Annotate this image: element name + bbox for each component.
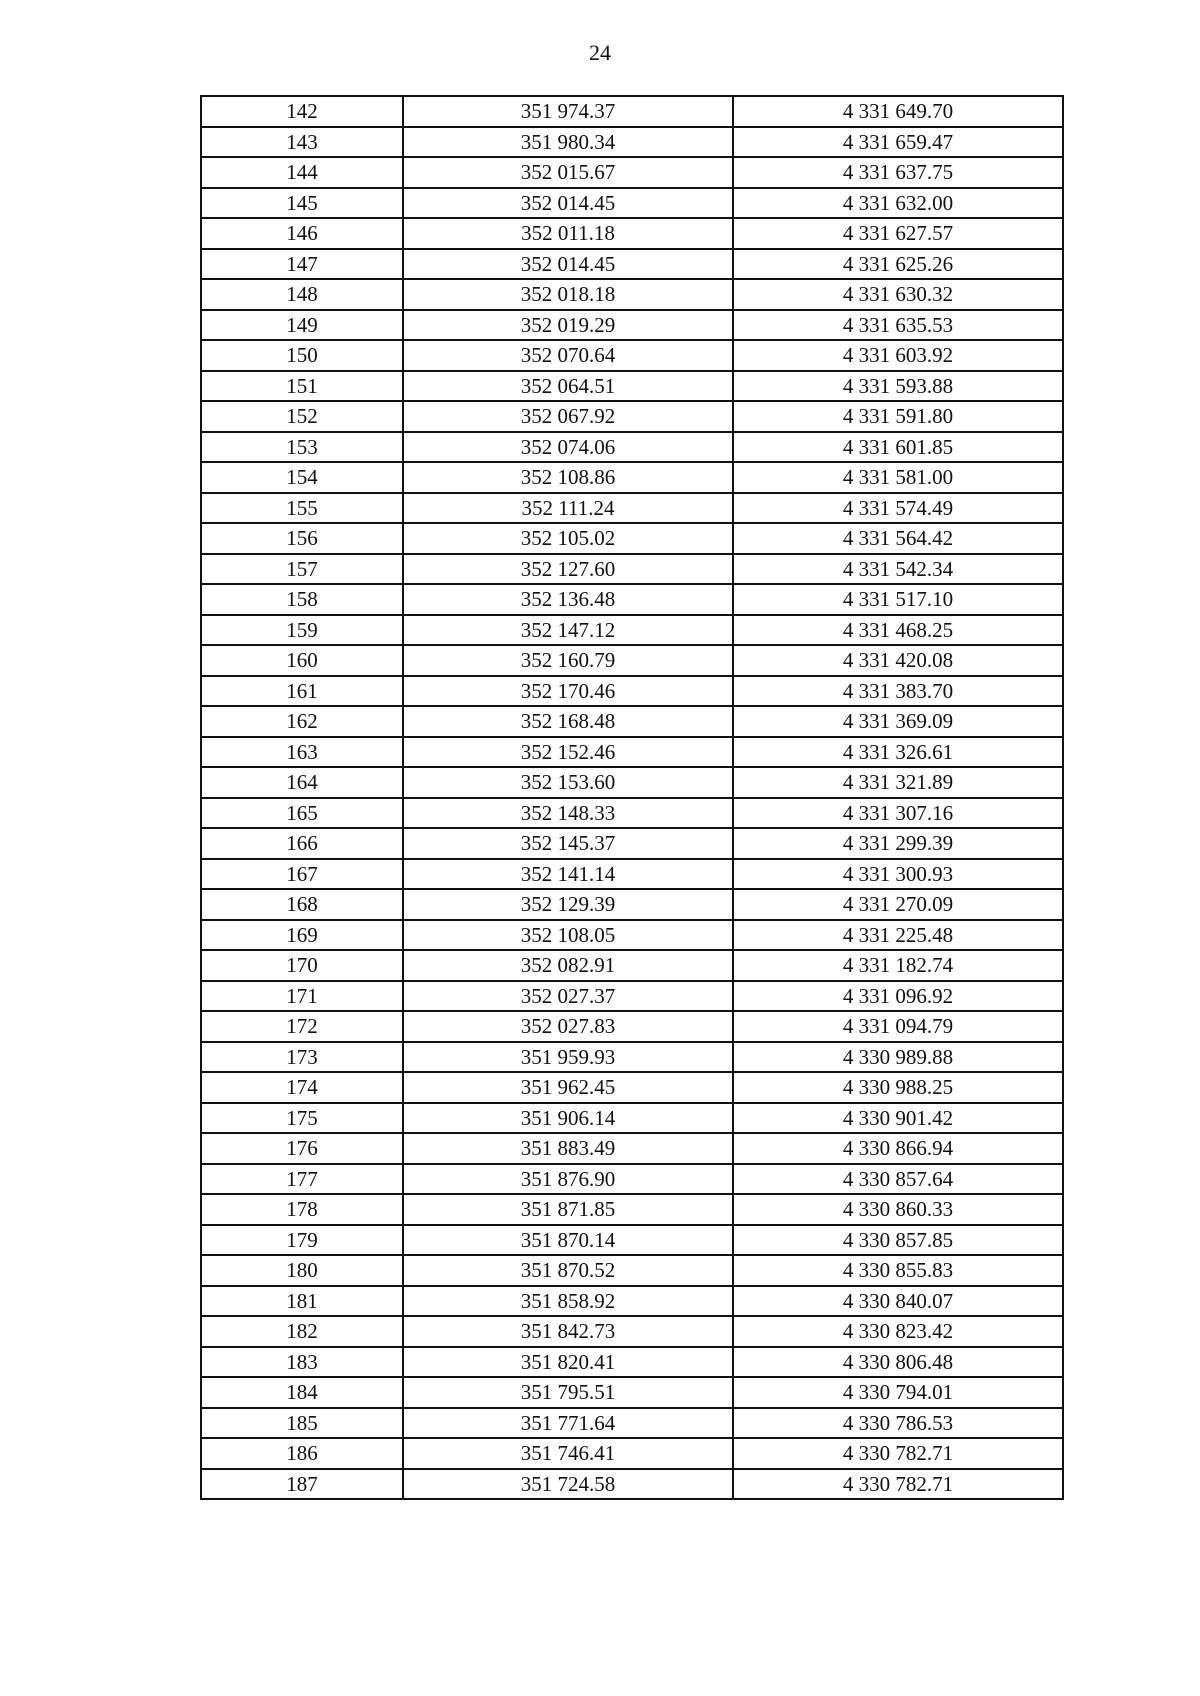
y-coordinate-cell: 4 331 637.75 [733, 157, 1063, 188]
table-row [201, 1225, 1063, 1256]
point-number-cell: 164 [201, 767, 403, 798]
point-number-cell: 172 [201, 1011, 403, 1042]
table-row [201, 1377, 1063, 1408]
x-coordinate-cell: 351 771.64 [403, 1408, 733, 1439]
x-coordinate-cell: 352 082.91 [403, 950, 733, 981]
coordinates-table [200, 95, 1064, 1500]
table-row [201, 371, 1063, 402]
x-coordinate-cell: 352 152.46 [403, 737, 733, 768]
x-coordinate-cell: 351 858.92 [403, 1286, 733, 1317]
table-row [201, 1255, 1063, 1286]
table-row [201, 310, 1063, 341]
point-number-cell: 163 [201, 737, 403, 768]
point-number-cell: 182 [201, 1316, 403, 1347]
point-number-cell: 154 [201, 462, 403, 493]
table-row [201, 706, 1063, 737]
table-row [201, 1011, 1063, 1042]
x-coordinate-cell: 351 883.49 [403, 1133, 733, 1164]
x-coordinate-cell: 352 108.05 [403, 920, 733, 951]
table-row [201, 859, 1063, 890]
x-coordinate-cell: 351 746.41 [403, 1438, 733, 1469]
y-coordinate-cell: 4 330 866.94 [733, 1133, 1063, 1164]
y-coordinate-cell: 4 331 601.85 [733, 432, 1063, 463]
y-coordinate-cell: 4 331 182.74 [733, 950, 1063, 981]
x-coordinate-cell: 351 870.14 [403, 1225, 733, 1256]
point-number-cell: 150 [201, 340, 403, 371]
y-coordinate-cell: 4 331 468.25 [733, 615, 1063, 646]
table-row [201, 645, 1063, 676]
y-coordinate-cell: 4 330 786.53 [733, 1408, 1063, 1439]
point-number-cell: 158 [201, 584, 403, 615]
y-coordinate-cell: 4 331 627.57 [733, 218, 1063, 249]
point-number-cell: 151 [201, 371, 403, 402]
y-coordinate-cell: 4 330 857.85 [733, 1225, 1063, 1256]
table-row [201, 950, 1063, 981]
y-coordinate-cell: 4 330 855.83 [733, 1255, 1063, 1286]
y-coordinate-cell: 4 331 369.09 [733, 706, 1063, 737]
y-coordinate-cell: 4 331 096.92 [733, 981, 1063, 1012]
table-row [201, 1438, 1063, 1469]
y-coordinate-cell: 4 331 659.47 [733, 127, 1063, 158]
y-coordinate-cell: 4 331 574.49 [733, 493, 1063, 524]
x-coordinate-cell: 352 111.24 [403, 493, 733, 524]
point-number-cell: 181 [201, 1286, 403, 1317]
x-coordinate-cell: 352 011.18 [403, 218, 733, 249]
point-number-cell: 143 [201, 127, 403, 158]
table-row [201, 1286, 1063, 1317]
x-coordinate-cell: 352 014.45 [403, 188, 733, 219]
x-coordinate-cell: 352 136.48 [403, 584, 733, 615]
x-coordinate-cell: 352 148.33 [403, 798, 733, 829]
y-coordinate-cell: 4 331 094.79 [733, 1011, 1063, 1042]
x-coordinate-cell: 352 129.39 [403, 889, 733, 920]
point-number-cell: 142 [201, 96, 403, 127]
x-coordinate-cell: 351 724.58 [403, 1469, 733, 1500]
x-coordinate-cell: 352 074.06 [403, 432, 733, 463]
x-coordinate-cell: 352 108.86 [403, 462, 733, 493]
table-row [201, 1408, 1063, 1439]
table-row [201, 1164, 1063, 1195]
y-coordinate-cell: 4 331 326.61 [733, 737, 1063, 768]
table-row [201, 1194, 1063, 1225]
point-number-cell: 184 [201, 1377, 403, 1408]
y-coordinate-cell: 4 331 300.93 [733, 859, 1063, 890]
x-coordinate-cell: 352 019.29 [403, 310, 733, 341]
table-row [201, 737, 1063, 768]
table-row [201, 584, 1063, 615]
y-coordinate-cell: 4 331 564.42 [733, 523, 1063, 554]
y-coordinate-cell: 4 331 225.48 [733, 920, 1063, 951]
point-number-cell: 175 [201, 1103, 403, 1134]
point-number-cell: 161 [201, 676, 403, 707]
x-coordinate-cell: 351 876.90 [403, 1164, 733, 1195]
x-coordinate-cell: 352 105.02 [403, 523, 733, 554]
point-number-cell: 162 [201, 706, 403, 737]
table-row [201, 188, 1063, 219]
x-coordinate-cell: 351 871.85 [403, 1194, 733, 1225]
point-number-cell: 147 [201, 249, 403, 280]
x-coordinate-cell: 351 906.14 [403, 1103, 733, 1134]
point-number-cell: 185 [201, 1408, 403, 1439]
point-number-cell: 171 [201, 981, 403, 1012]
table-row [201, 157, 1063, 188]
point-number-cell: 169 [201, 920, 403, 951]
point-number-cell: 179 [201, 1225, 403, 1256]
y-coordinate-cell: 4 331 625.26 [733, 249, 1063, 280]
table-row [201, 767, 1063, 798]
y-coordinate-cell: 4 331 517.10 [733, 584, 1063, 615]
x-coordinate-cell: 351 980.34 [403, 127, 733, 158]
x-coordinate-cell: 351 820.41 [403, 1347, 733, 1378]
table-row [201, 218, 1063, 249]
point-number-cell: 170 [201, 950, 403, 981]
x-coordinate-cell: 351 959.93 [403, 1042, 733, 1073]
point-number-cell: 156 [201, 523, 403, 554]
x-coordinate-cell: 351 870.52 [403, 1255, 733, 1286]
point-number-cell: 186 [201, 1438, 403, 1469]
x-coordinate-cell: 352 027.37 [403, 981, 733, 1012]
y-coordinate-cell: 4 330 860.33 [733, 1194, 1063, 1225]
table-row [201, 523, 1063, 554]
point-number-cell: 178 [201, 1194, 403, 1225]
y-coordinate-cell: 4 330 782.71 [733, 1469, 1063, 1500]
point-number-cell: 148 [201, 279, 403, 310]
point-number-cell: 153 [201, 432, 403, 463]
point-number-cell: 176 [201, 1133, 403, 1164]
table-row [201, 554, 1063, 585]
table-row [201, 249, 1063, 280]
table-row [201, 462, 1063, 493]
x-coordinate-cell: 352 014.45 [403, 249, 733, 280]
table-row [201, 127, 1063, 158]
table-row [201, 279, 1063, 310]
coordinates-table-body [201, 96, 1063, 1499]
y-coordinate-cell: 4 330 857.64 [733, 1164, 1063, 1195]
y-coordinate-cell: 4 330 823.42 [733, 1316, 1063, 1347]
point-number-cell: 146 [201, 218, 403, 249]
table-row [201, 1469, 1063, 1500]
x-coordinate-cell: 352 127.60 [403, 554, 733, 585]
x-coordinate-cell: 352 153.60 [403, 767, 733, 798]
y-coordinate-cell: 4 330 794.01 [733, 1377, 1063, 1408]
x-coordinate-cell: 352 147.12 [403, 615, 733, 646]
y-coordinate-cell: 4 331 321.89 [733, 767, 1063, 798]
point-number-cell: 144 [201, 157, 403, 188]
point-number-cell: 177 [201, 1164, 403, 1195]
point-number-cell: 160 [201, 645, 403, 676]
y-coordinate-cell: 4 331 632.00 [733, 188, 1063, 219]
x-coordinate-cell: 351 842.73 [403, 1316, 733, 1347]
point-number-cell: 168 [201, 889, 403, 920]
table-row [201, 615, 1063, 646]
y-coordinate-cell: 4 330 988.25 [733, 1072, 1063, 1103]
x-coordinate-cell: 352 070.64 [403, 340, 733, 371]
x-coordinate-cell: 351 795.51 [403, 1377, 733, 1408]
table-row [201, 1133, 1063, 1164]
point-number-cell: 183 [201, 1347, 403, 1378]
point-number-cell: 167 [201, 859, 403, 890]
point-number-cell: 145 [201, 188, 403, 219]
table-row [201, 889, 1063, 920]
x-coordinate-cell: 352 067.92 [403, 401, 733, 432]
y-coordinate-cell: 4 331 270.09 [733, 889, 1063, 920]
table-row [201, 1103, 1063, 1134]
table-row [201, 96, 1063, 127]
point-number-cell: 165 [201, 798, 403, 829]
table-row [201, 981, 1063, 1012]
y-coordinate-cell: 4 331 420.08 [733, 645, 1063, 676]
x-coordinate-cell: 351 974.37 [403, 96, 733, 127]
y-coordinate-cell: 4 331 581.00 [733, 462, 1063, 493]
y-coordinate-cell: 4 330 782.71 [733, 1438, 1063, 1469]
x-coordinate-cell: 352 168.48 [403, 706, 733, 737]
table-row [201, 401, 1063, 432]
x-coordinate-cell: 352 141.14 [403, 859, 733, 890]
y-coordinate-cell: 4 331 603.92 [733, 340, 1063, 371]
table-row [201, 1316, 1063, 1347]
point-number-cell: 159 [201, 615, 403, 646]
point-number-cell: 149 [201, 310, 403, 341]
y-coordinate-cell: 4 331 299.39 [733, 828, 1063, 859]
table-row [201, 1347, 1063, 1378]
x-coordinate-cell: 352 027.83 [403, 1011, 733, 1042]
table-row [201, 1072, 1063, 1103]
point-number-cell: 157 [201, 554, 403, 585]
y-coordinate-cell: 4 330 989.88 [733, 1042, 1063, 1073]
y-coordinate-cell: 4 330 840.07 [733, 1286, 1063, 1317]
point-number-cell: 174 [201, 1072, 403, 1103]
table-row [201, 340, 1063, 371]
x-coordinate-cell: 352 160.79 [403, 645, 733, 676]
y-coordinate-cell: 4 331 542.34 [733, 554, 1063, 585]
table-row [201, 1042, 1063, 1073]
x-coordinate-cell: 352 170.46 [403, 676, 733, 707]
y-coordinate-cell: 4 330 806.48 [733, 1347, 1063, 1378]
y-coordinate-cell: 4 331 383.70 [733, 676, 1063, 707]
table-row [201, 798, 1063, 829]
y-coordinate-cell: 4 331 635.53 [733, 310, 1063, 341]
x-coordinate-cell: 352 018.18 [403, 279, 733, 310]
x-coordinate-cell: 351 962.45 [403, 1072, 733, 1103]
y-coordinate-cell: 4 331 649.70 [733, 96, 1063, 127]
point-number-cell: 152 [201, 401, 403, 432]
y-coordinate-cell: 4 331 591.80 [733, 401, 1063, 432]
table-row [201, 432, 1063, 463]
y-coordinate-cell: 4 330 901.42 [733, 1103, 1063, 1134]
point-number-cell: 180 [201, 1255, 403, 1286]
table-row [201, 493, 1063, 524]
table-row [201, 828, 1063, 859]
table-row [201, 920, 1063, 951]
x-coordinate-cell: 352 015.67 [403, 157, 733, 188]
point-number-cell: 166 [201, 828, 403, 859]
table-row [201, 676, 1063, 707]
y-coordinate-cell: 4 331 593.88 [733, 371, 1063, 402]
x-coordinate-cell: 352 064.51 [403, 371, 733, 402]
y-coordinate-cell: 4 331 630.32 [733, 279, 1063, 310]
point-number-cell: 155 [201, 493, 403, 524]
y-coordinate-cell: 4 331 307.16 [733, 798, 1063, 829]
point-number-cell: 173 [201, 1042, 403, 1073]
page-number: 24 [589, 40, 611, 65]
point-number-cell: 187 [201, 1469, 403, 1500]
x-coordinate-cell: 352 145.37 [403, 828, 733, 859]
